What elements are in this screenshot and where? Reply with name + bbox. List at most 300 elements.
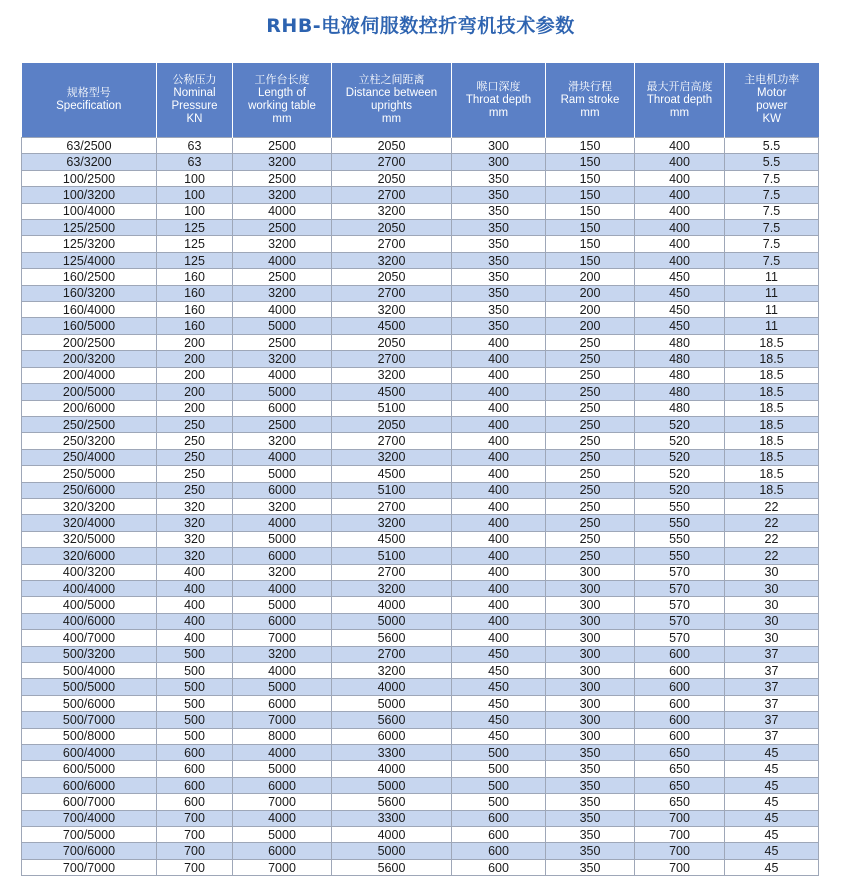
cell-specification: 63/3200 <box>22 154 157 170</box>
cell-max-open-height: 550 <box>635 548 725 564</box>
table-row <box>22 843 819 859</box>
table-row <box>22 663 819 679</box>
cell-ram-stroke: 300 <box>546 728 635 744</box>
header-max-open-height <box>635 63 725 138</box>
cell-ram-stroke: 150 <box>546 170 635 186</box>
header-row <box>22 63 819 138</box>
cell-motor-power: 18.5 <box>725 466 819 482</box>
cell-throat-depth: 350 <box>452 302 546 318</box>
cell-nominal-pressure: 320 <box>157 515 233 531</box>
cell-ram-stroke: 250 <box>546 515 635 531</box>
cell-nominal-pressure: 700 <box>157 859 233 875</box>
cell-ram-stroke: 200 <box>546 318 635 334</box>
cell-specification: 250/6000 <box>22 482 157 498</box>
cell-nominal-pressure: 320 <box>157 548 233 564</box>
cell-motor-power: 37 <box>725 646 819 662</box>
cell-upright-distance: 3200 <box>332 367 452 383</box>
header-label-en: uprights <box>371 100 412 112</box>
cell-throat-depth: 400 <box>452 515 546 531</box>
cell-table-length: 2500 <box>233 170 332 186</box>
cell-table-length: 6000 <box>233 843 332 859</box>
table-row <box>22 695 819 711</box>
cell-ram-stroke: 350 <box>546 745 635 761</box>
cell-throat-depth: 400 <box>452 548 546 564</box>
cell-specification: 320/3200 <box>22 498 157 514</box>
cell-motor-power: 37 <box>725 695 819 711</box>
cell-upright-distance: 5600 <box>332 859 452 875</box>
cell-table-length: 3200 <box>233 285 332 301</box>
cell-nominal-pressure: 600 <box>157 777 233 793</box>
cell-ram-stroke: 300 <box>546 712 635 728</box>
cell-ram-stroke: 350 <box>546 843 635 859</box>
cell-max-open-height: 700 <box>635 810 725 826</box>
cell-max-open-height: 450 <box>635 318 725 334</box>
cell-table-length: 6000 <box>233 400 332 416</box>
cell-motor-power: 5.5 <box>725 138 819 154</box>
cell-upright-distance: 6000 <box>332 728 452 744</box>
table-row <box>22 761 819 777</box>
cell-specification: 100/3200 <box>22 187 157 203</box>
cell-max-open-height: 600 <box>635 663 725 679</box>
cell-ram-stroke: 200 <box>546 285 635 301</box>
cell-table-length: 2500 <box>233 220 332 236</box>
header-label-en: Specification <box>56 100 122 112</box>
cell-nominal-pressure: 250 <box>157 466 233 482</box>
cell-motor-power: 37 <box>725 728 819 744</box>
cell-motor-power: 7.5 <box>725 203 819 219</box>
cell-nominal-pressure: 160 <box>157 285 233 301</box>
cell-upright-distance: 2700 <box>332 351 452 367</box>
cell-upright-distance: 5000 <box>332 843 452 859</box>
cell-max-open-height: 520 <box>635 433 725 449</box>
cell-specification: 700/7000 <box>22 859 157 875</box>
cell-upright-distance: 5100 <box>332 548 452 564</box>
table-row <box>22 859 819 875</box>
cell-ram-stroke: 300 <box>546 564 635 580</box>
cell-ram-stroke: 250 <box>546 449 635 465</box>
table-body <box>22 138 819 876</box>
cell-ram-stroke: 150 <box>546 220 635 236</box>
cell-nominal-pressure: 400 <box>157 613 233 629</box>
header-label-en: mm <box>488 106 509 119</box>
cell-nominal-pressure: 63 <box>157 138 233 154</box>
cell-nominal-pressure: 500 <box>157 712 233 728</box>
cell-throat-depth: 400 <box>452 351 546 367</box>
cell-ram-stroke: 150 <box>546 203 635 219</box>
table-row <box>22 712 819 728</box>
cell-specification: 250/5000 <box>22 466 157 482</box>
cell-max-open-height: 700 <box>635 827 725 843</box>
cell-max-open-height: 650 <box>635 761 725 777</box>
cell-nominal-pressure: 320 <box>157 498 233 514</box>
cell-throat-depth: 400 <box>452 334 546 350</box>
cell-specification: 400/6000 <box>22 613 157 629</box>
cell-specification: 500/3200 <box>22 646 157 662</box>
cell-throat-depth: 450 <box>452 646 546 662</box>
table-row <box>22 630 819 646</box>
cell-max-open-height: 400 <box>635 170 725 186</box>
cell-nominal-pressure: 500 <box>157 695 233 711</box>
cell-nominal-pressure: 200 <box>157 351 233 367</box>
cell-nominal-pressure: 160 <box>157 302 233 318</box>
cell-table-length: 5000 <box>233 679 332 695</box>
cell-specification: 320/5000 <box>22 531 157 547</box>
cell-nominal-pressure: 320 <box>157 531 233 547</box>
cell-upright-distance: 3200 <box>332 203 452 219</box>
cell-max-open-height: 480 <box>635 400 725 416</box>
cell-motor-power: 45 <box>725 843 819 859</box>
cell-motor-power: 45 <box>725 859 819 875</box>
cell-motor-power: 37 <box>725 679 819 695</box>
cell-throat-depth: 350 <box>452 252 546 268</box>
cell-max-open-height: 600 <box>635 728 725 744</box>
cell-upright-distance: 2050 <box>332 416 452 432</box>
cell-nominal-pressure: 600 <box>157 794 233 810</box>
cell-throat-depth: 400 <box>452 416 546 432</box>
header-label-en: mm <box>580 106 600 119</box>
cell-table-length: 3200 <box>233 498 332 514</box>
cell-motor-power: 18.5 <box>725 367 819 383</box>
header-label-zh: 最大开启高度 <box>646 80 713 93</box>
cell-nominal-pressure: 250 <box>157 416 233 432</box>
cell-throat-depth: 400 <box>452 400 546 416</box>
cell-nominal-pressure: 600 <box>157 745 233 761</box>
cell-upright-distance: 2050 <box>332 334 452 350</box>
header-label-en: KW <box>762 113 782 125</box>
cell-specification: 250/4000 <box>22 449 157 465</box>
cell-throat-depth: 350 <box>452 269 546 285</box>
cell-upright-distance: 2700 <box>332 285 452 301</box>
cell-motor-power: 30 <box>725 580 819 596</box>
cell-motor-power: 18.5 <box>725 384 819 400</box>
cell-throat-depth: 500 <box>452 745 546 761</box>
cell-specification: 600/6000 <box>22 777 157 793</box>
cell-upright-distance: 3200 <box>332 449 452 465</box>
cell-nominal-pressure: 100 <box>157 203 233 219</box>
cell-max-open-height: 650 <box>635 777 725 793</box>
table-row <box>22 187 819 203</box>
cell-table-length: 7000 <box>233 794 332 810</box>
cell-specification: 600/7000 <box>22 794 157 810</box>
cell-motor-power: 45 <box>725 794 819 810</box>
cell-nominal-pressure: 125 <box>157 236 233 252</box>
cell-ram-stroke: 350 <box>546 810 635 826</box>
cell-motor-power: 45 <box>725 827 819 843</box>
cell-motor-power: 11 <box>725 318 819 334</box>
cell-ram-stroke: 300 <box>546 597 635 613</box>
cell-specification: 700/6000 <box>22 843 157 859</box>
cell-table-length: 5000 <box>233 531 332 547</box>
cell-upright-distance: 5000 <box>332 613 452 629</box>
cell-throat-depth: 400 <box>452 613 546 629</box>
cell-specification: 600/5000 <box>22 761 157 777</box>
cell-table-length: 3200 <box>233 564 332 580</box>
cell-table-length: 6000 <box>233 777 332 793</box>
cell-throat-depth: 300 <box>452 138 546 154</box>
cell-table-length: 2500 <box>233 416 332 432</box>
cell-max-open-height: 400 <box>635 203 725 219</box>
cell-table-length: 6000 <box>233 482 332 498</box>
cell-ram-stroke: 250 <box>546 466 635 482</box>
cell-upright-distance: 4000 <box>332 679 452 695</box>
cell-max-open-height: 480 <box>635 384 725 400</box>
cell-specification: 100/4000 <box>22 203 157 219</box>
cell-table-length: 6000 <box>233 613 332 629</box>
cell-throat-depth: 600 <box>452 843 546 859</box>
cell-throat-depth: 400 <box>452 449 546 465</box>
cell-table-length: 8000 <box>233 728 332 744</box>
header-label-zh: 主电机功率 <box>744 74 800 86</box>
cell-motor-power: 18.5 <box>725 449 819 465</box>
cell-upright-distance: 5600 <box>332 794 452 810</box>
cell-ram-stroke: 350 <box>546 827 635 843</box>
cell-upright-distance: 4000 <box>332 761 452 777</box>
table-row <box>22 318 819 334</box>
cell-nominal-pressure: 400 <box>157 580 233 596</box>
cell-max-open-height: 600 <box>635 695 725 711</box>
cell-ram-stroke: 300 <box>546 679 635 695</box>
cell-specification: 250/3200 <box>22 433 157 449</box>
table-row <box>22 745 819 761</box>
cell-upright-distance: 3200 <box>332 515 452 531</box>
cell-max-open-height: 480 <box>635 351 725 367</box>
cell-ram-stroke: 250 <box>546 367 635 383</box>
cell-nominal-pressure: 600 <box>157 761 233 777</box>
cell-specification: 500/8000 <box>22 728 157 744</box>
table-row <box>22 384 819 400</box>
table-row <box>22 728 819 744</box>
cell-table-length: 4000 <box>233 252 332 268</box>
cell-upright-distance: 4000 <box>332 827 452 843</box>
cell-upright-distance: 5000 <box>332 695 452 711</box>
cell-max-open-height: 570 <box>635 580 725 596</box>
header-label-zh: 喉口深度 <box>476 80 521 93</box>
cell-ram-stroke: 250 <box>546 433 635 449</box>
header-motor-power <box>725 63 819 138</box>
cell-specification: 160/2500 <box>22 269 157 285</box>
cell-ram-stroke: 150 <box>546 236 635 252</box>
cell-ram-stroke: 250 <box>546 416 635 432</box>
cell-throat-depth: 350 <box>452 170 546 186</box>
cell-motor-power: 37 <box>725 663 819 679</box>
cell-upright-distance: 2700 <box>332 236 452 252</box>
cell-motor-power: 22 <box>725 515 819 531</box>
cell-table-length: 6000 <box>233 695 332 711</box>
cell-max-open-height: 520 <box>635 449 725 465</box>
cell-throat-depth: 400 <box>452 498 546 514</box>
cell-ram-stroke: 150 <box>546 154 635 170</box>
header-label-zh: 规格型号 <box>66 87 111 99</box>
cell-max-open-height: 570 <box>635 564 725 580</box>
cell-table-length: 4000 <box>233 203 332 219</box>
cell-motor-power: 45 <box>725 761 819 777</box>
cell-motor-power: 11 <box>725 302 819 318</box>
cell-throat-depth: 400 <box>452 433 546 449</box>
table-row <box>22 564 819 580</box>
cell-nominal-pressure: 100 <box>157 187 233 203</box>
cell-throat-depth: 450 <box>452 728 546 744</box>
cell-nominal-pressure: 63 <box>157 154 233 170</box>
cell-upright-distance: 3300 <box>332 745 452 761</box>
cell-specification: 250/2500 <box>22 416 157 432</box>
cell-throat-depth: 400 <box>452 597 546 613</box>
cell-nominal-pressure: 200 <box>157 367 233 383</box>
cell-specification: 200/2500 <box>22 334 157 350</box>
cell-upright-distance: 5000 <box>332 777 452 793</box>
cell-max-open-height: 550 <box>635 515 725 531</box>
cell-nominal-pressure: 500 <box>157 728 233 744</box>
header-label-en: Distance between <box>345 87 438 99</box>
cell-ram-stroke: 150 <box>546 138 635 154</box>
cell-ram-stroke: 250 <box>546 531 635 547</box>
cell-specification: 200/4000 <box>22 367 157 383</box>
cell-throat-depth: 500 <box>452 794 546 810</box>
cell-table-length: 5000 <box>233 384 332 400</box>
cell-table-length: 5000 <box>233 761 332 777</box>
table-row <box>22 482 819 498</box>
cell-motor-power: 7.5 <box>725 220 819 236</box>
cell-motor-power: 11 <box>725 269 819 285</box>
table-row <box>22 515 819 531</box>
cell-table-length: 7000 <box>233 859 332 875</box>
cell-motor-power: 37 <box>725 712 819 728</box>
cell-specification: 160/4000 <box>22 302 157 318</box>
cell-table-length: 3200 <box>233 187 332 203</box>
cell-motor-power: 18.5 <box>725 400 819 416</box>
table-row <box>22 302 819 318</box>
header-label-en: Length of <box>258 87 306 99</box>
cell-table-length: 5000 <box>233 466 332 482</box>
cell-max-open-height: 520 <box>635 482 725 498</box>
cell-throat-depth: 450 <box>452 695 546 711</box>
cell-nominal-pressure: 700 <box>157 810 233 826</box>
cell-nominal-pressure: 400 <box>157 630 233 646</box>
cell-motor-power: 18.5 <box>725 334 819 350</box>
spec-table <box>21 63 819 876</box>
cell-nominal-pressure: 250 <box>157 449 233 465</box>
cell-table-length: 7000 <box>233 630 332 646</box>
cell-throat-depth: 450 <box>452 663 546 679</box>
cell-table-length: 5000 <box>233 318 332 334</box>
cell-nominal-pressure: 125 <box>157 220 233 236</box>
cell-max-open-height: 650 <box>635 745 725 761</box>
cell-motor-power: 7.5 <box>725 170 819 186</box>
cell-table-length: 5000 <box>233 597 332 613</box>
cell-motor-power: 22 <box>725 498 819 514</box>
cell-throat-depth: 350 <box>452 220 546 236</box>
cell-upright-distance: 3200 <box>332 580 452 596</box>
header-label-zh: 公称压力 <box>172 74 217 86</box>
cell-ram-stroke: 300 <box>546 663 635 679</box>
table-row <box>22 777 819 793</box>
cell-throat-depth: 450 <box>452 712 546 728</box>
cell-max-open-height: 570 <box>635 597 725 613</box>
cell-ram-stroke: 250 <box>546 334 635 350</box>
cell-ram-stroke: 350 <box>546 859 635 875</box>
cell-table-length: 2500 <box>233 334 332 350</box>
cell-motor-power: 22 <box>725 548 819 564</box>
cell-motor-power: 18.5 <box>725 482 819 498</box>
cell-specification: 320/4000 <box>22 515 157 531</box>
cell-max-open-height: 400 <box>635 138 725 154</box>
cell-motor-power: 11 <box>725 285 819 301</box>
cell-throat-depth: 400 <box>452 367 546 383</box>
table-row <box>22 334 819 350</box>
cell-table-length: 4000 <box>233 367 332 383</box>
cell-max-open-height: 450 <box>635 285 725 301</box>
table-row <box>22 810 819 826</box>
cell-nominal-pressure: 160 <box>157 269 233 285</box>
cell-specification: 100/2500 <box>22 170 157 186</box>
cell-nominal-pressure: 160 <box>157 318 233 334</box>
header-label-zh: 滑块行程 <box>568 80 612 93</box>
cell-motor-power: 45 <box>725 777 819 793</box>
cell-table-length: 3200 <box>233 433 332 449</box>
cell-table-length: 7000 <box>233 712 332 728</box>
table-row <box>22 613 819 629</box>
cell-specification: 125/3200 <box>22 236 157 252</box>
table-row <box>22 236 819 252</box>
cell-throat-depth: 600 <box>452 810 546 826</box>
cell-throat-depth: 400 <box>452 564 546 580</box>
table-row <box>22 203 819 219</box>
cell-ram-stroke: 250 <box>546 498 635 514</box>
cell-ram-stroke: 250 <box>546 482 635 498</box>
cell-specification: 400/7000 <box>22 630 157 646</box>
cell-ram-stroke: 250 <box>546 351 635 367</box>
table-row <box>22 827 819 843</box>
cell-upright-distance: 5100 <box>332 400 452 416</box>
cell-ram-stroke: 300 <box>546 613 635 629</box>
cell-ram-stroke: 300 <box>546 646 635 662</box>
cell-throat-depth: 350 <box>452 318 546 334</box>
cell-table-length: 4000 <box>233 580 332 596</box>
table-row <box>22 794 819 810</box>
table-row <box>22 646 819 662</box>
cell-max-open-height: 400 <box>635 236 725 252</box>
header-label-en: mm <box>272 113 292 125</box>
cell-upright-distance: 2700 <box>332 646 452 662</box>
cell-ram-stroke: 300 <box>546 630 635 646</box>
cell-upright-distance: 2700 <box>332 433 452 449</box>
table-row <box>22 252 819 268</box>
cell-max-open-height: 570 <box>635 613 725 629</box>
cell-throat-depth: 300 <box>452 154 546 170</box>
cell-upright-distance: 3200 <box>332 663 452 679</box>
table-row <box>22 285 819 301</box>
cell-throat-depth: 400 <box>452 482 546 498</box>
header-label-en: Pressure <box>171 100 218 112</box>
cell-motor-power: 30 <box>725 564 819 580</box>
cell-upright-distance: 2050 <box>332 138 452 154</box>
cell-nominal-pressure: 500 <box>157 663 233 679</box>
cell-table-length: 6000 <box>233 548 332 564</box>
cell-upright-distance: 4000 <box>332 597 452 613</box>
cell-motor-power: 7.5 <box>725 252 819 268</box>
table-row <box>22 466 819 482</box>
cell-throat-depth: 350 <box>452 285 546 301</box>
header-nominal-pressure <box>157 63 233 138</box>
cell-specification: 700/4000 <box>22 810 157 826</box>
table-row <box>22 548 819 564</box>
cell-table-length: 4000 <box>233 302 332 318</box>
table-row <box>22 580 819 596</box>
cell-nominal-pressure: 200 <box>157 384 233 400</box>
cell-throat-depth: 400 <box>452 580 546 596</box>
cell-upright-distance: 2700 <box>332 187 452 203</box>
cell-upright-distance: 5100 <box>332 482 452 498</box>
header-label-en: Motor <box>757 87 787 99</box>
